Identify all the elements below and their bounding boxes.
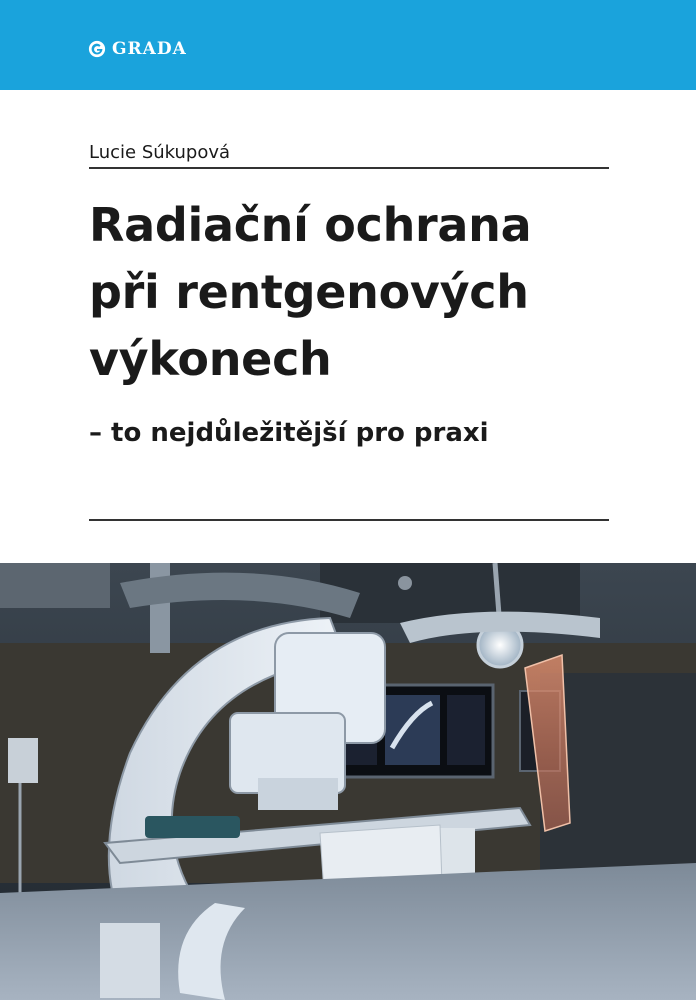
title-line: při rentgenových [89,265,529,319]
publisher-name: GRADA [112,39,187,59]
author-name: Lucie Súkupová [89,142,231,163]
angiography-room-photo [0,563,696,1000]
publisher-bar [0,0,696,90]
book-title [89,192,649,393]
title-line: výkonech [89,332,332,386]
top-divider [89,167,609,169]
title-line: Radiační ochrana [89,198,532,252]
publisher-logo [88,38,187,60]
grada-logo-icon [88,40,106,58]
book-subtitle: – to nejdůležitější pro praxi [89,418,489,448]
bottom-divider [89,519,609,521]
cover-photo [0,563,696,1000]
